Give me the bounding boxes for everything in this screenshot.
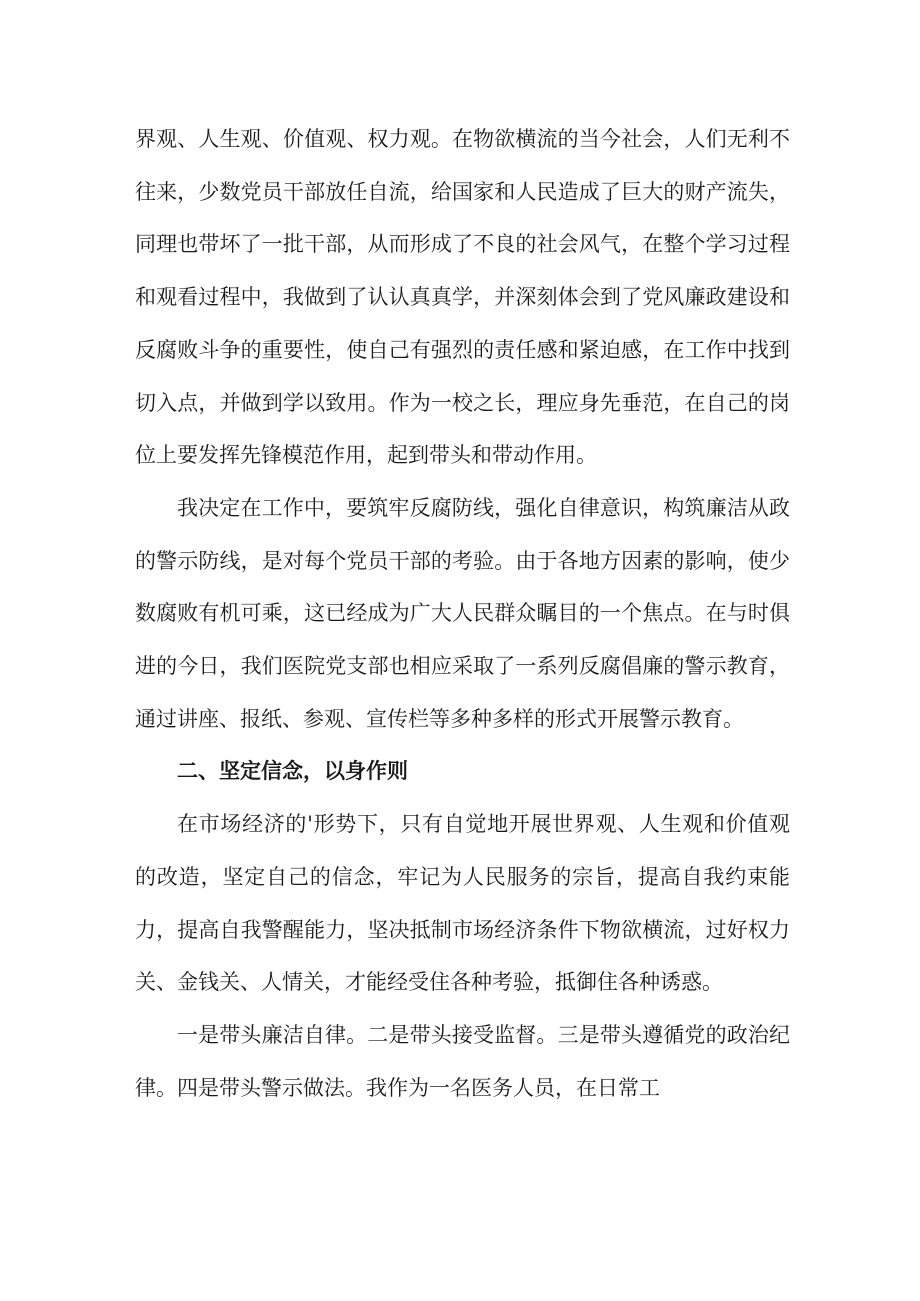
paragraph-lead-by-example: 一是带头廉洁自律。二是带头接受监督。三是带头遵循党的政治纪律。四是带头警示做法。我作为一名医务人员，在日常工: [135, 1022, 790, 1100]
document-body: [135, 113, 790, 1114]
paragraph-firm-belief: 在市场经济的'形势下，只有自觉地开展世界观、人生观和价值观的改造，坚定自己的信念，牢记为人民服务的宗旨，提高自我约束能力，提高自我警醒能力，坚决抵制市场经济条件下物欲横流，过好权力关、金钱关、人情关，才能经受住各种考验，抵御住各种诱惑。: [135, 812, 790, 995]
section-heading: 二、坚定信念，以身作则: [177, 759, 408, 784]
paragraph-anti-corruption: 我决定在工作中，要筑牢反腐防线，强化自律意识，构筑廉洁从政的警示防线，是对每个党员干部的考验。由于各地方因素的影响，使少数腐败有机可乘，这已经成为广大人民群众瞩目的一个焦点。在与时俱进的今日，我们医院党支部也相应采取了一系列反腐倡廉的警示教育，通过讲座、报纸、参观、宣传栏等多种多样的形式开展警示教育。: [135, 495, 790, 731]
paragraph-continuation: 界观、人生观、价值观、权力观。在物欲横流的当今社会，人们无利不往来，少数党员干部放任自流，给国家和人民造成了巨大的财产流失，同理也带坏了一批干部，从而形成了不良的社会风气，在整个学习过程和观看过程中，我做到了认认真真学，并深刻体会到了党风廉政建设和反腐败斗争的重要性，使自己有强烈的责任感和紧迫感，在工作中找到切入点，并做到学以致用。作为一校之长，理应身先垂范，在自己的岗位上要发挥先锋模范作用，起到带头和带动作用。: [135, 127, 790, 468]
